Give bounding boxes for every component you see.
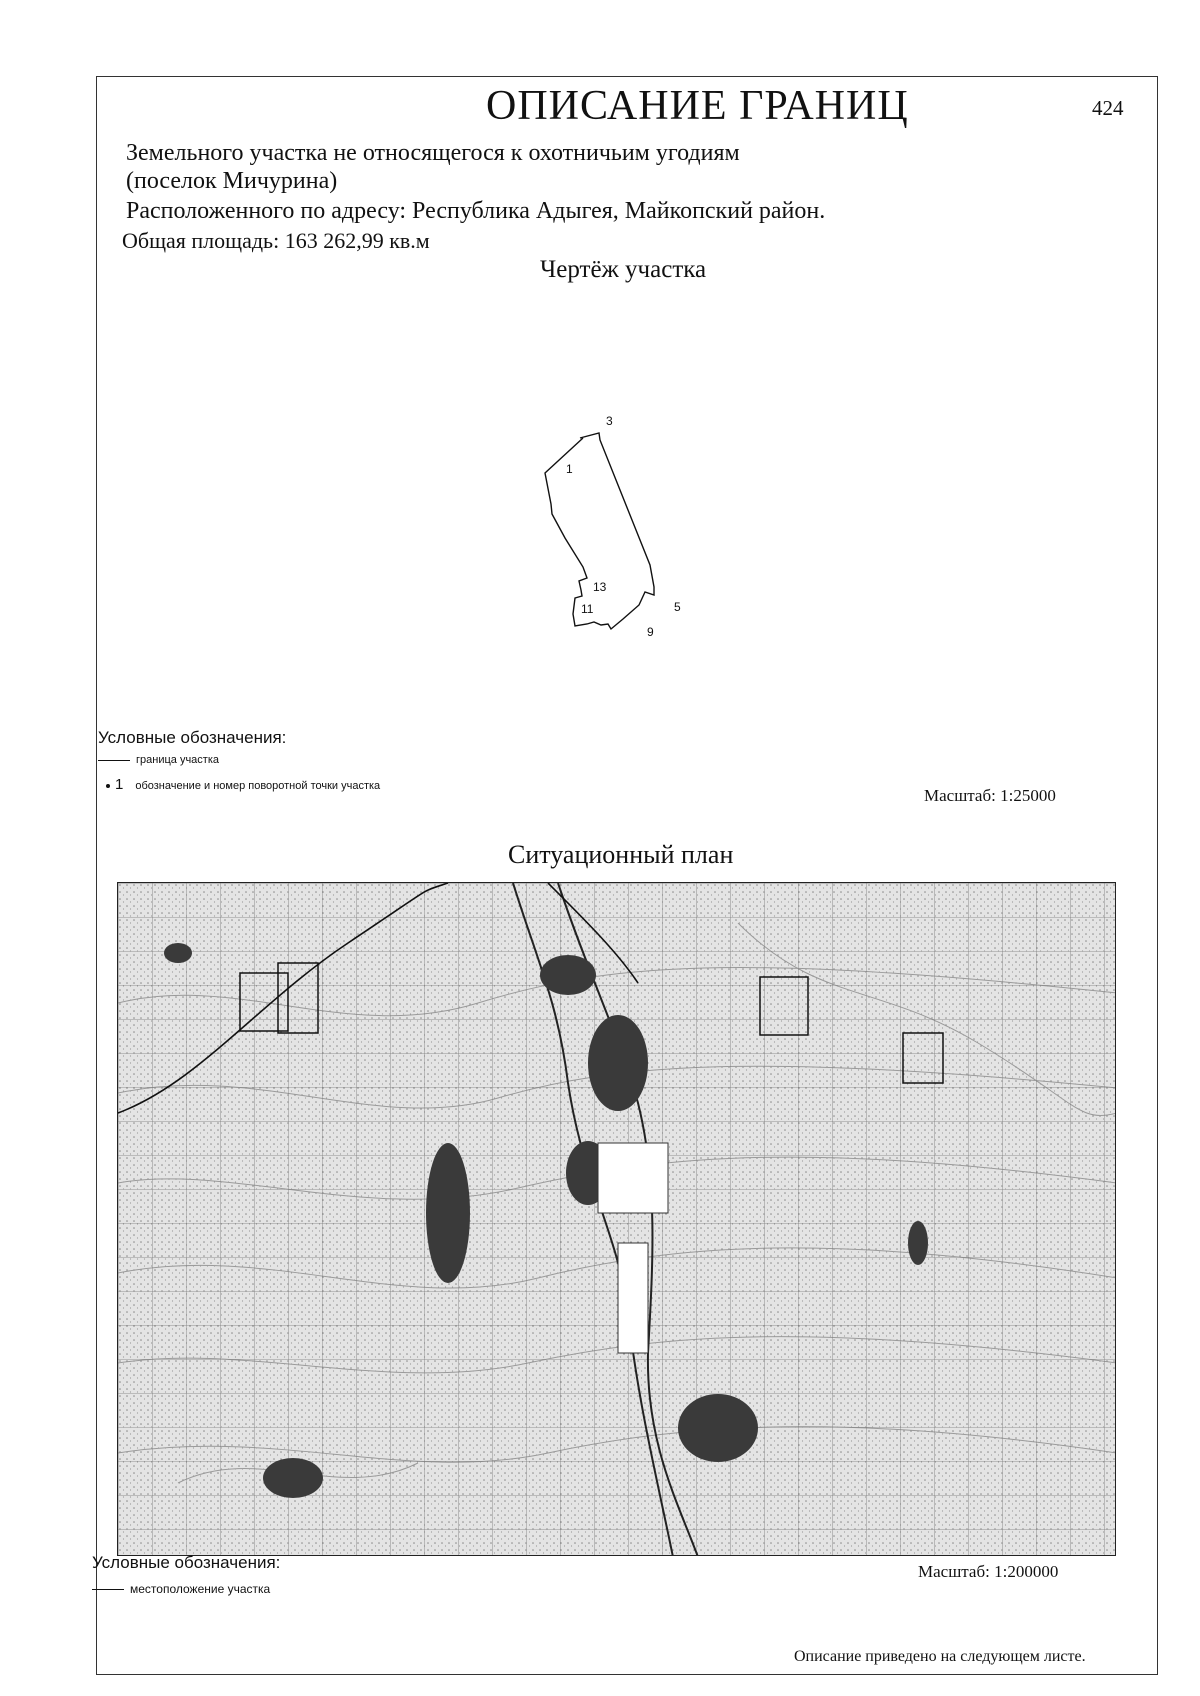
plot-address: Расположенного по адресу: Республика Адыгея, Майкопский район. <box>126 198 826 224</box>
legend-boundary-label: граница участка <box>136 754 219 766</box>
drawing-legend-title: Условные обозначения: <box>98 728 287 747</box>
topographic-map-image <box>118 883 1116 1556</box>
plot-boundary-drawing <box>520 400 700 650</box>
point-dot-icon <box>106 784 110 788</box>
point-label-9: 9 <box>647 625 654 639</box>
location-line-symbol <box>92 1589 124 1590</box>
legend-point-number: 1 <box>115 776 124 793</box>
situation-map <box>117 882 1116 1556</box>
document-title: ОПИСАНИЕ ГРАНИЦ <box>486 83 909 129</box>
total-area: Общая площадь: 163 262,99 кв.м <box>122 228 430 253</box>
situation-plan-title: Ситуационный план <box>508 840 734 869</box>
boundary-line-symbol <box>98 760 130 761</box>
footer-note: Описание приведено на следующем листе. <box>794 1648 1086 1665</box>
situation-legend-title: Условные обозначения: <box>92 1553 281 1572</box>
settlement-name: (поселок Мичурина) <box>126 168 338 194</box>
point-label-3: 3 <box>606 414 613 428</box>
legend-point-label: обозначение и номер поворотной точки участка <box>135 780 381 792</box>
point-label-1: 1 <box>566 462 573 476</box>
drawing-scale: Масштаб: 1:25000 <box>924 786 1056 805</box>
legend-point-row <box>98 776 380 793</box>
situation-scale: Масштаб: 1:200000 <box>918 1562 1059 1581</box>
legend-boundary-row <box>98 754 219 766</box>
point-label-5: 5 <box>674 600 681 614</box>
drawing-title: Чертёж участка <box>540 256 707 283</box>
page-number: 424 <box>1092 96 1124 120</box>
legend-location-label: местоположение участка <box>130 1582 271 1596</box>
plot-description: Земельного участка не относящегося к охотничьим угодиям <box>126 140 740 166</box>
point-label-11: 11 <box>581 602 594 616</box>
point-label-13: 13 <box>593 580 607 594</box>
legend-location-row <box>92 1582 270 1596</box>
plot-boundary-line <box>545 433 654 629</box>
